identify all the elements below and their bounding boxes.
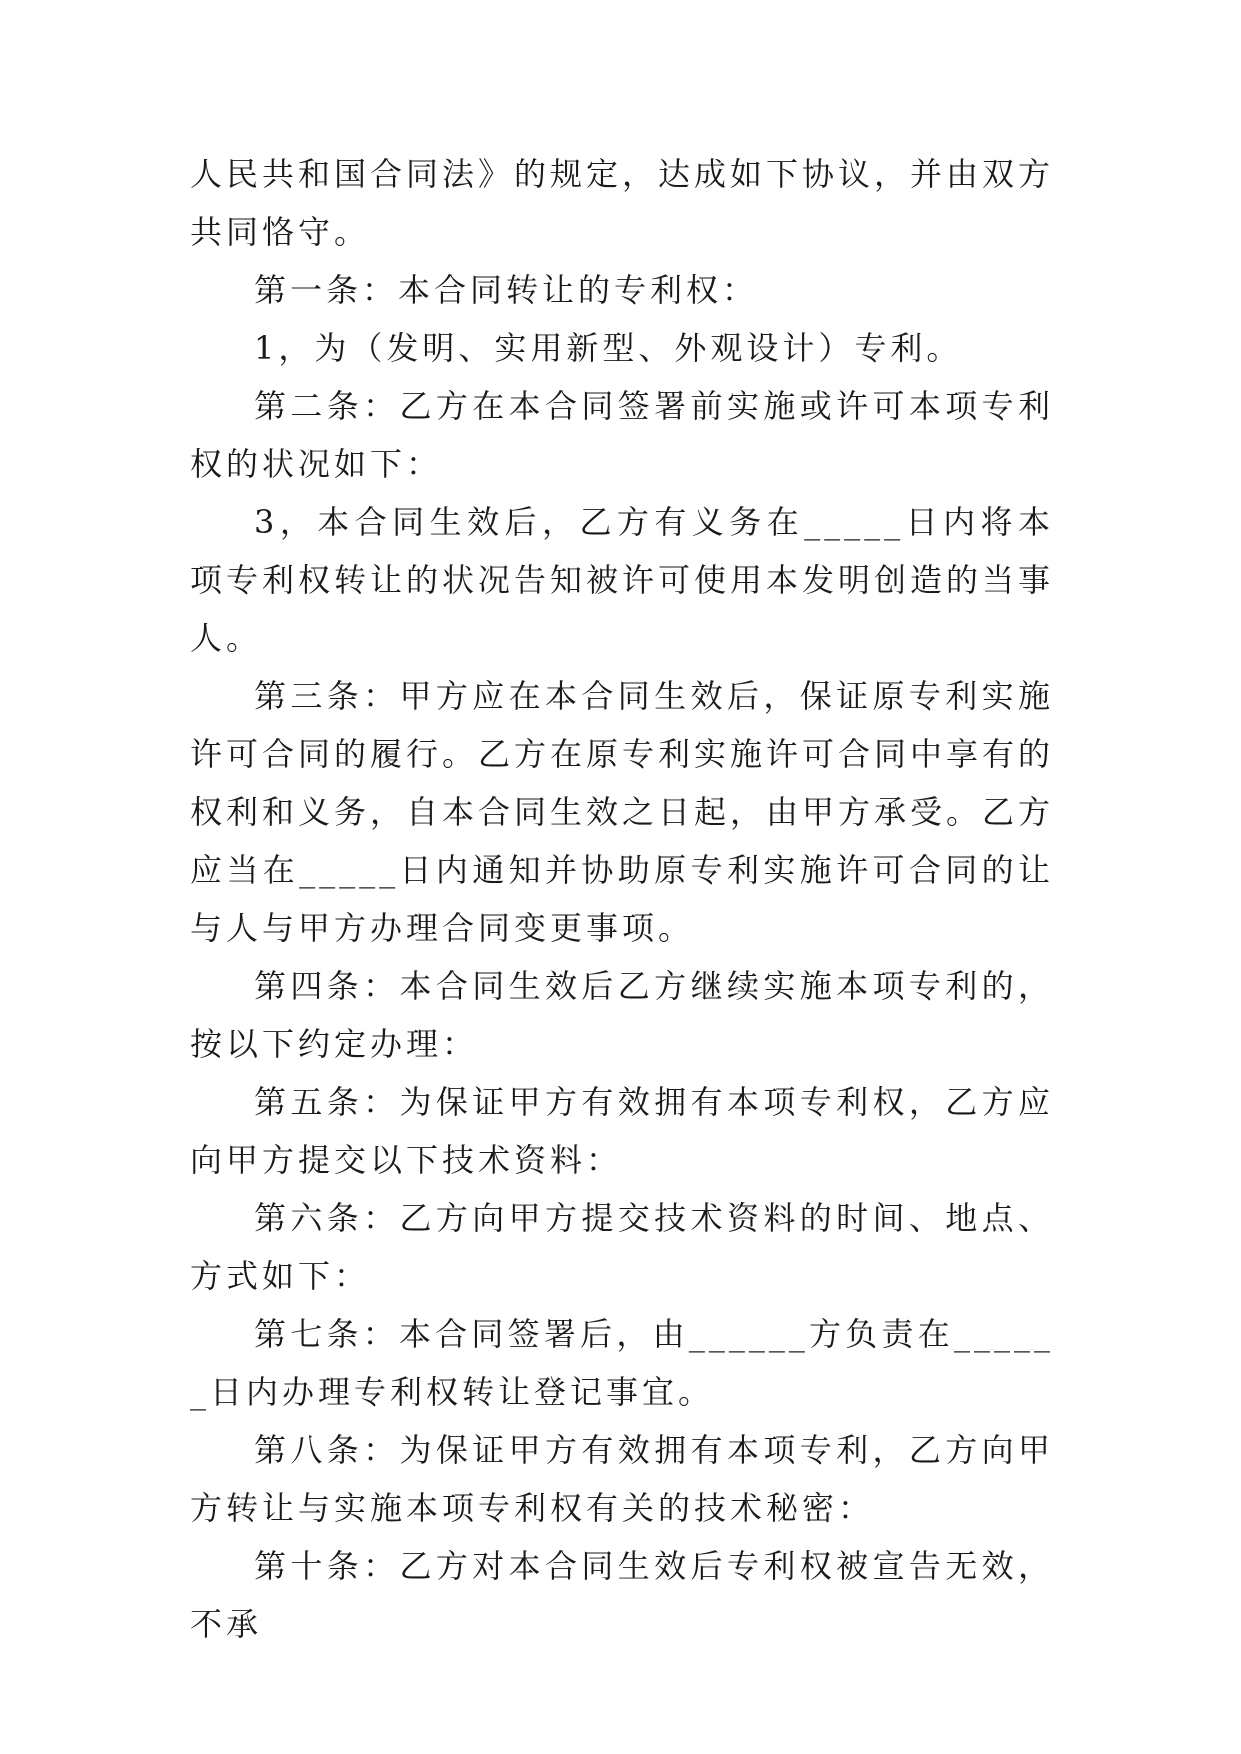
paragraph-article-10: 第十条：乙方对本合同生效后专利权被宣告无效，不承	[190, 1547, 1054, 1643]
paragraph-article-5: 第五条：为保证甲方有效拥有本项专利权，乙方应向甲方提交以下技术资料：	[190, 1083, 1054, 1179]
paragraph-article-7: 第七条：本合同签署后，由______方负责在______日内办理专利权转让登记事宜。	[190, 1315, 1054, 1411]
paragraph-article-6: 第六条：乙方向甲方提交技术资料的时间、地点、方式如下：	[190, 1199, 1054, 1295]
paragraph-article-1-item-1: 1，为（发明、实用新型、外观设计）专利。	[254, 329, 963, 367]
paragraph-article-4: 第四条：本合同生效后乙方继续实施本项专利的，按以下约定办理：	[190, 967, 1054, 1063]
paragraph-article-8: 第八条：为保证甲方有效拥有本项专利，乙方向甲方转让与实施本项专利权有关的技术秘密：	[190, 1431, 1054, 1527]
paragraph-preamble-end: 人民共和国合同法》的规定，达成如下协议，并由双方共同恪守。	[190, 155, 1055, 251]
contract-body	[190, 145, 1054, 1653]
paragraph-article-3: 第三条：甲方应在本合同生效后，保证原专利实施许可合同的履行。乙方在原专利实施许可合同中享有的权利和义务，自本合同生效之日起，由甲方承受。乙方应当在_____日内通知并协助原专利实施许可合同的让与人与甲方办理合同变更事项。	[190, 677, 1055, 947]
paragraph-article-1: 第一条：本合同转让的专利权：	[254, 271, 759, 309]
paragraph-article-2-item-3: 3，本合同生效后，乙方有义务在_____日内将本项专利权转让的状况告知被许可使用本发明创造的当事人。	[190, 503, 1055, 657]
paragraph-article-2: 第二条：乙方在本合同签署前实施或许可本项专利权的状况如下：	[190, 387, 1054, 483]
